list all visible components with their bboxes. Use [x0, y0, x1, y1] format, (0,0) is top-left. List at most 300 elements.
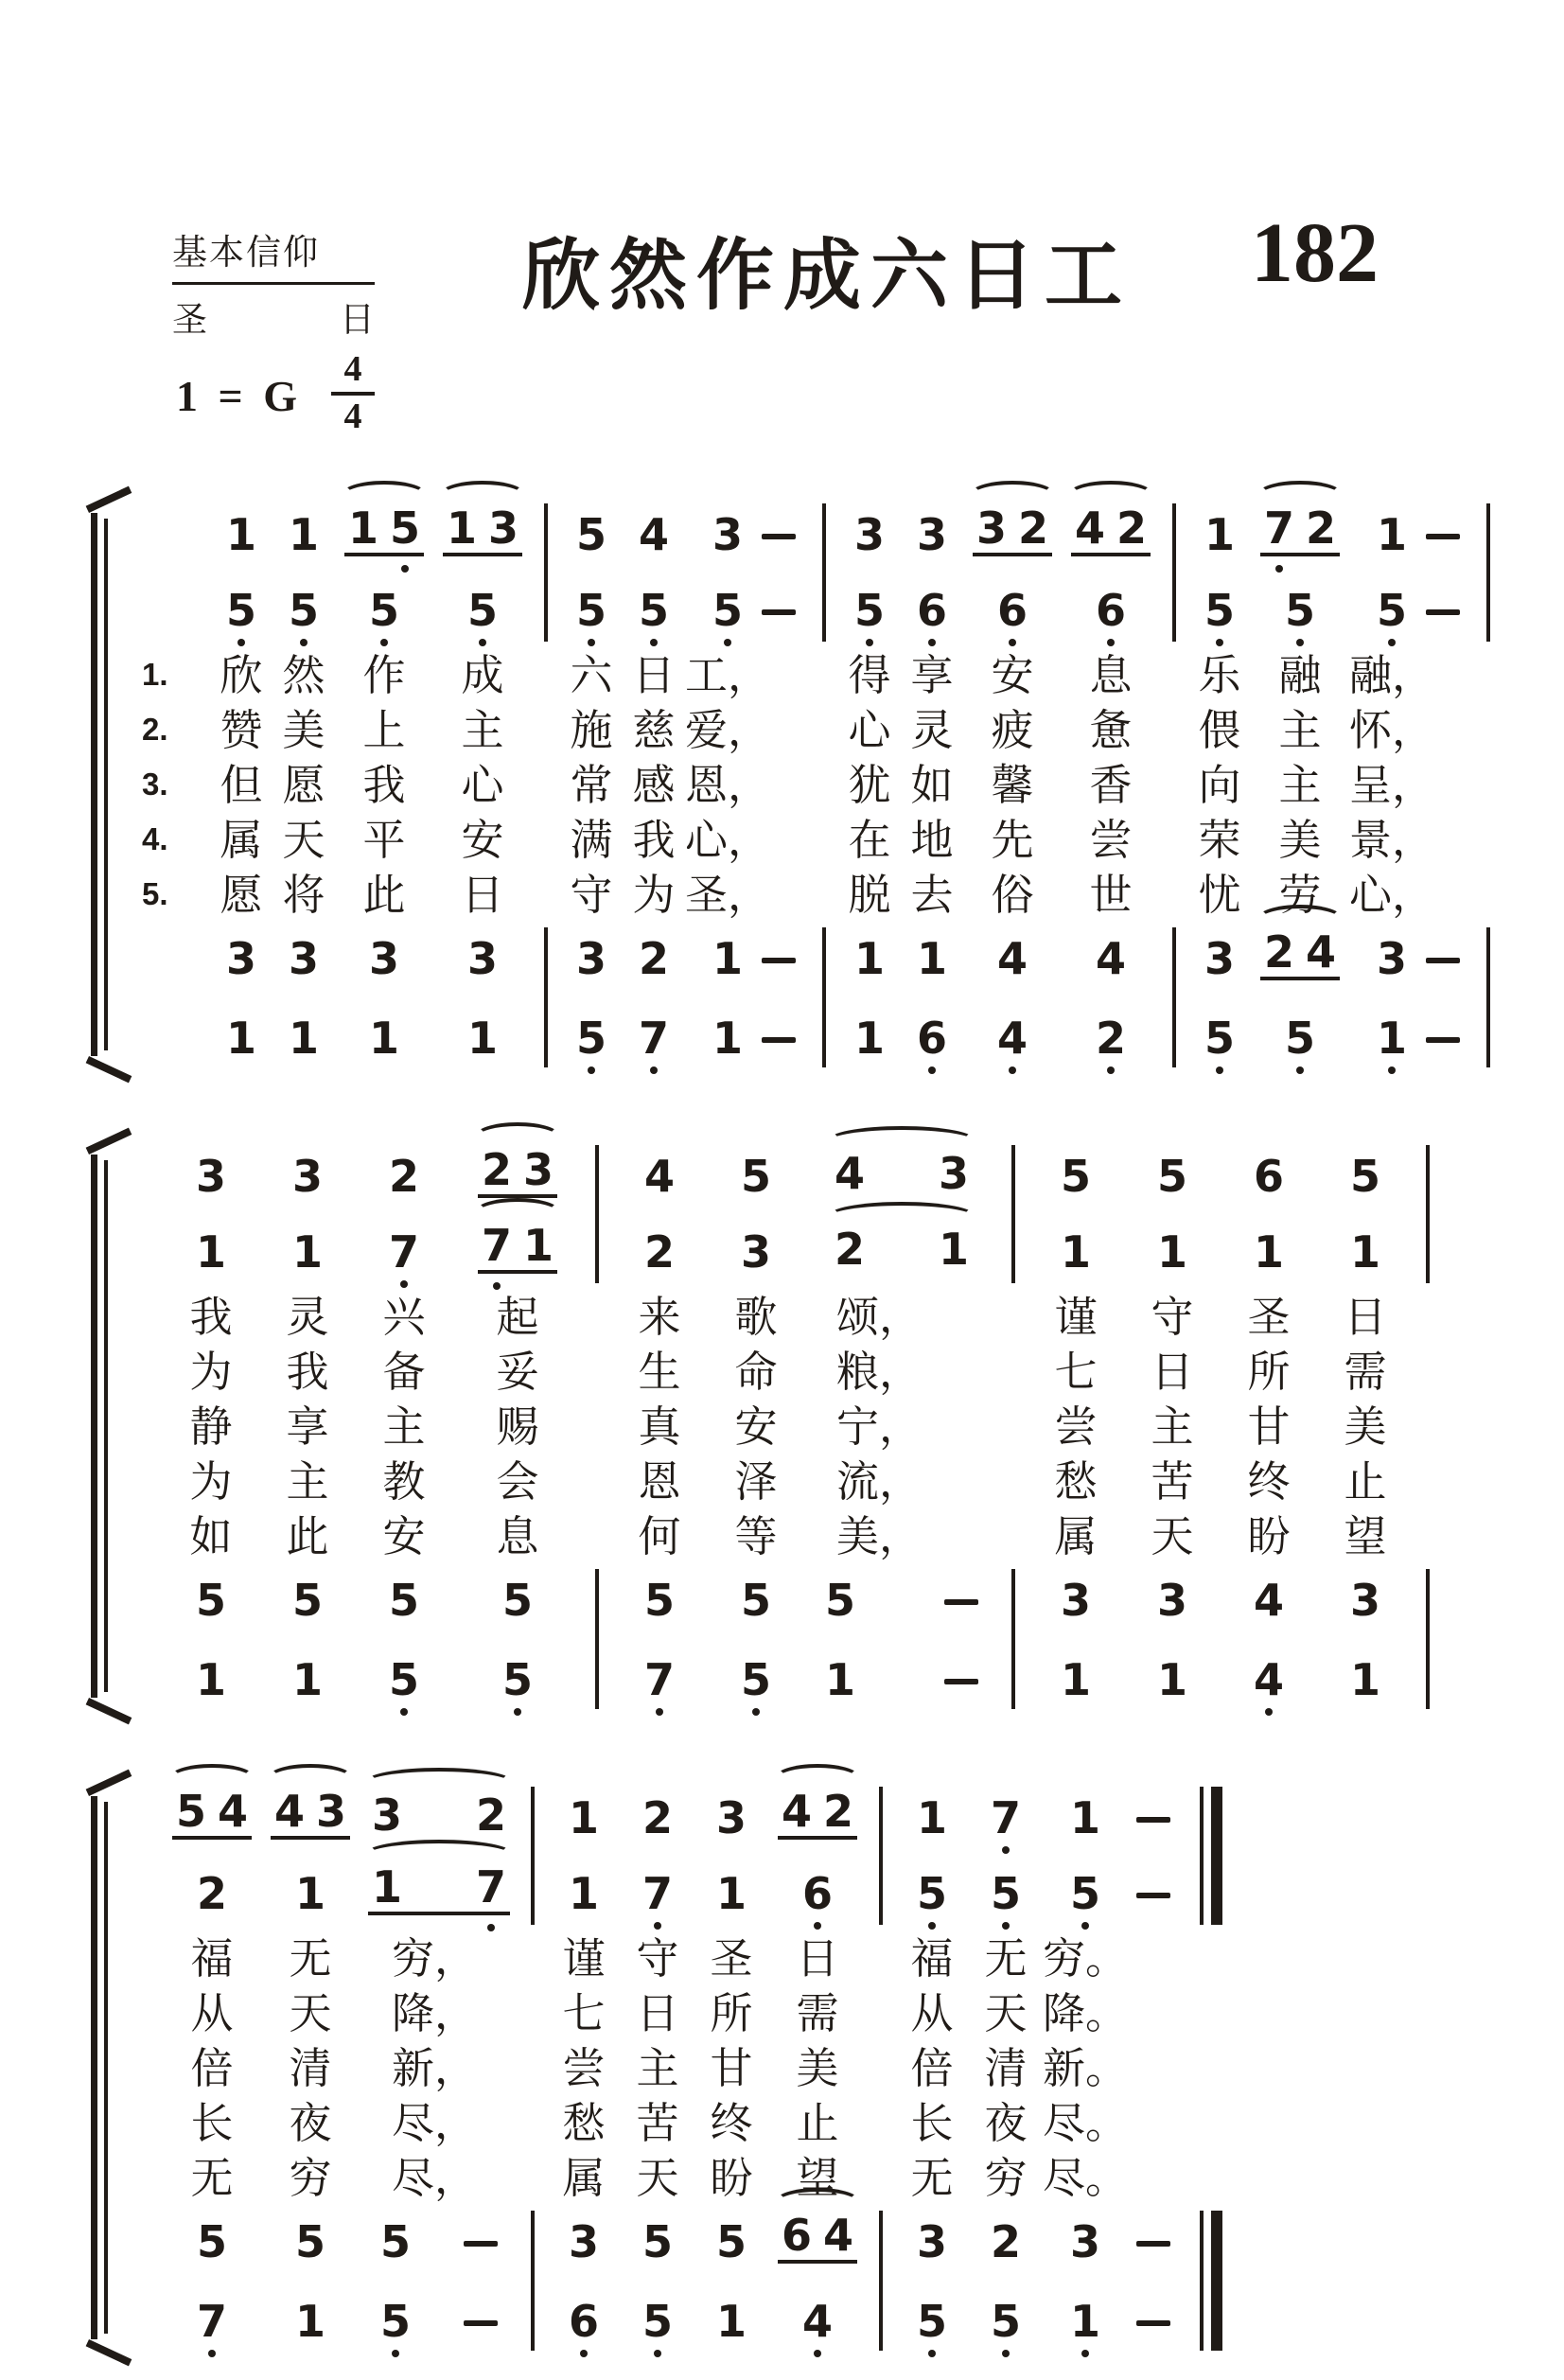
- note: 1: [1377, 1016, 1407, 1060]
- lyric-syllable: 清: [984, 2043, 1028, 2092]
- lyric-syllable: 圣，: [685, 870, 771, 919]
- lyric-syllable: 长: [190, 2098, 234, 2147]
- low-octave-dot: [300, 639, 308, 646]
- lyric-syllable: 妥: [496, 1347, 539, 1396]
- alto-cell: [1116, 1855, 1190, 1930]
- note: 3: [975, 502, 1007, 554]
- lyric-syllable: 天: [984, 1988, 1028, 2037]
- soprano-cell: [210, 490, 272, 572]
- lyric-syllable: 为: [189, 1347, 233, 1396]
- alto-cell: [1124, 1213, 1221, 1289]
- bracket-v1: [91, 513, 97, 1056]
- barline-lower: [1011, 1569, 1015, 1709]
- low-octave-dot: [208, 2350, 216, 2357]
- lyric-syllable: 为: [189, 1456, 233, 1506]
- note: 4: [643, 1151, 675, 1202]
- dash-continuation: [464, 2241, 498, 2248]
- alto-cell: [708, 1213, 804, 1289]
- note: 5: [740, 1575, 771, 1626]
- final-barline-lower: [1200, 2211, 1222, 2351]
- note: 3: [715, 1792, 747, 1843]
- lyric-syllable: 谨: [562, 1933, 606, 1983]
- lyric-syllable: 命: [734, 1347, 778, 1396]
- lyric-syllable: 如: [910, 760, 954, 809]
- lyric-syllable: 成: [461, 650, 504, 699]
- low-octave-dot: [400, 1280, 408, 1288]
- lyric-syllable: 美: [1344, 1402, 1387, 1451]
- lyric-syllable: 尽，: [392, 2153, 478, 2202]
- lyric-syllable: 安: [991, 650, 1034, 699]
- soprano-cell: [261, 1773, 360, 1855]
- lyric-syllable: 安: [382, 1511, 426, 1560]
- lyric-syllable: 呈，: [1349, 760, 1435, 809]
- note: 2: [1096, 1016, 1126, 1060]
- tenor-cell: [163, 2205, 261, 2279]
- tenor-cell: [901, 922, 963, 996]
- note: 4: [1254, 1658, 1284, 1701]
- lyric-syllable: 兴: [382, 1292, 426, 1341]
- note: 7: [1264, 506, 1294, 550]
- beat-column: [895, 1773, 969, 2362]
- bracket-v1: [91, 1796, 97, 2339]
- note: 3: [291, 1151, 323, 1202]
- lyric-syllable: 主: [382, 1402, 426, 1451]
- lyric-syllable: [1412, 812, 1474, 867]
- lyric-syllable: 安: [461, 815, 504, 864]
- beat-column: [1412, 490, 1474, 1079]
- barline-upper: [1426, 1145, 1430, 1283]
- system-2: [83, 1132, 1502, 1720]
- alto-cell: [1188, 572, 1251, 647]
- lyric-syllable: 属: [562, 2153, 606, 2202]
- note: 1: [1070, 1792, 1101, 1843]
- lyric-syllable: 荣: [1198, 815, 1241, 864]
- lyric-syllable: 愿: [282, 760, 325, 809]
- note: 5: [467, 589, 498, 632]
- low-octave-dot: [380, 639, 388, 646]
- lyric-syllable: 主: [1278, 760, 1322, 809]
- slur-group: [478, 1144, 557, 1198]
- slur-group: [1071, 502, 1151, 556]
- lyric-syllable: [747, 647, 810, 702]
- slur-group: [443, 502, 522, 556]
- lyric-syllable: 赐: [496, 1402, 539, 1451]
- lyric-syllable: 无: [289, 1933, 332, 1983]
- note: 4: [834, 1148, 865, 1199]
- lyric-syllable: 尝: [1089, 815, 1133, 864]
- lyric-syllable: 教: [382, 1456, 426, 1506]
- bass-cell: [210, 996, 272, 1079]
- barline-lower: [879, 2211, 883, 2351]
- low-octave-dot: [928, 1067, 936, 1074]
- note: 4: [781, 1786, 812, 1837]
- bass-cell: [621, 2279, 694, 2362]
- slur-group: [831, 1148, 973, 1199]
- note: 1: [347, 502, 378, 554]
- bass-cell: [838, 996, 901, 1079]
- alto-cell: [621, 1855, 694, 1930]
- lyric-syllable: 向: [1198, 760, 1241, 809]
- lyric-syllable: 主: [1278, 705, 1322, 754]
- barline-upper: [595, 1145, 599, 1283]
- tenor-cell: [895, 2205, 969, 2279]
- lyric-syllable: 终: [710, 2098, 753, 2147]
- note: 5: [380, 2300, 411, 2343]
- soprano-cell: [1221, 1132, 1317, 1213]
- lyric-syllable: 此: [286, 1511, 329, 1560]
- note: 5: [1070, 1872, 1100, 1915]
- bass-cell: [963, 996, 1062, 1079]
- barline-upper: [1172, 503, 1176, 642]
- note: 6: [781, 2210, 812, 2261]
- beat-column: [768, 1773, 867, 2362]
- soprano-cell: [1317, 1132, 1414, 1213]
- note: 5: [639, 589, 669, 632]
- note: 1: [1204, 509, 1235, 560]
- note: 1: [568, 1792, 599, 1843]
- system-bracket: [83, 1132, 131, 1720]
- lyric-syllable: 愿: [220, 870, 263, 919]
- tenor-cell: [259, 1563, 356, 1637]
- soprano-cell: [1043, 1773, 1128, 1855]
- beat-column: [1188, 490, 1251, 1079]
- lyric-syllable: 如: [189, 1511, 233, 1560]
- lyric-syllable: 清: [289, 2043, 332, 2092]
- note: 5: [380, 2216, 412, 2267]
- slur-group: [368, 1789, 510, 1841]
- note: 5: [196, 2216, 227, 2267]
- lyric-syllable: 俗: [991, 870, 1034, 919]
- beat-column: [623, 490, 685, 1079]
- alto-cell: [272, 572, 335, 647]
- tenor-cell: [452, 1563, 583, 1637]
- slur-group: [831, 1224, 973, 1275]
- soprano-cell: [694, 1773, 768, 1855]
- tenor-cell: [560, 922, 623, 996]
- tenor-cell: [969, 2205, 1043, 2279]
- lyric-syllable: 爱，: [685, 705, 771, 754]
- final-barline-upper: [1200, 1787, 1222, 1925]
- low-octave-dot: [1002, 1846, 1010, 1854]
- lyric-syllable: 七: [562, 1988, 606, 2037]
- lyric-syllable: 歌: [734, 1292, 778, 1341]
- lyric-syllable: 去: [910, 870, 954, 919]
- two-beat-group: [804, 1575, 999, 1626]
- lyric-syllable: 偎: [1198, 705, 1241, 754]
- lyric-syllable: 美: [796, 2043, 839, 2092]
- tenor-cell: [272, 922, 335, 996]
- alto-cell: [768, 1855, 867, 1930]
- slur-group: [172, 1786, 252, 1840]
- soprano-cell: [163, 1132, 259, 1213]
- lyric-syllable: 忧: [1198, 870, 1241, 919]
- beat-column: [356, 1132, 452, 1720]
- bass-cell: [272, 996, 335, 1079]
- bracket-d2: [86, 1056, 132, 1083]
- lyric-syllable: 降。: [1043, 1988, 1129, 2037]
- lyric-syllable: 欣: [220, 650, 263, 699]
- low-octave-dot: [928, 639, 936, 646]
- lyric-syllable: 愁: [1054, 1456, 1098, 1506]
- tenor-cell: [804, 1563, 999, 1637]
- note: 1: [1070, 2300, 1100, 2343]
- lyric-syllable: 心: [848, 705, 891, 754]
- lyric-syllable: 无: [984, 1933, 1028, 1983]
- lyric-syllable: 我: [189, 1292, 233, 1341]
- low-octave-dot: [400, 1708, 408, 1716]
- barline-upper: [1011, 1145, 1015, 1283]
- lyric-syllable: 备: [382, 1347, 426, 1396]
- soprano-cell: [838, 490, 901, 572]
- note: 5: [991, 2300, 1021, 2343]
- dash-continuation: [762, 958, 796, 964]
- soprano-cell: [747, 490, 810, 572]
- bass-cell: [1116, 2279, 1190, 2362]
- lyric-syllable: 守: [570, 870, 613, 919]
- lyric-syllable: 新。: [1043, 2043, 1129, 2092]
- note: 3: [939, 1148, 970, 1199]
- low-octave-dot: [392, 2350, 399, 2357]
- beat-column: [1043, 1773, 1129, 2362]
- lyric-syllable: 天: [636, 2153, 679, 2202]
- lyric-syllable: 主: [636, 2043, 679, 2092]
- tenor-cell: [1043, 2205, 1128, 2279]
- barline: [583, 1132, 611, 1720]
- lyric-syllable: 终: [1247, 1456, 1291, 1506]
- lyric-syllable: 生: [638, 1347, 681, 1396]
- lyric-syllable: [747, 867, 810, 922]
- hymn-number: 182: [1251, 206, 1379, 300]
- lyric-syllable: 我: [632, 815, 676, 864]
- alto-cell: [1221, 1213, 1317, 1289]
- beat-column: [685, 490, 771, 1079]
- note: 5: [388, 1575, 419, 1626]
- system-bracket: [83, 1773, 131, 2362]
- lyric-syllable: 工，: [685, 650, 771, 699]
- category-line2-right: 日: [340, 300, 375, 339]
- lyric-syllable: 怀，: [1349, 705, 1435, 754]
- lyric-syllable: [747, 812, 810, 867]
- bass-cell: [163, 1637, 259, 1720]
- lyric-syllable: 日: [461, 870, 504, 919]
- lyric-syllable: 美: [282, 705, 325, 754]
- lyric-syllable: 香: [1089, 760, 1133, 809]
- barline-lower: [822, 927, 826, 1067]
- alto-cell: [547, 1855, 621, 1930]
- system-columns: [131, 490, 1502, 1079]
- lyric-syllable: 日: [796, 1933, 839, 1983]
- lyric-syllable: 七: [1054, 1347, 1098, 1396]
- note: 2: [638, 933, 669, 984]
- beat-column: [1221, 1132, 1317, 1720]
- alto-cell: [895, 1855, 969, 1930]
- alto-cell: [335, 572, 433, 647]
- lyric-syllable: 止: [796, 2098, 839, 2147]
- note: 5: [917, 2300, 947, 2343]
- low-octave-dot: [928, 1922, 936, 1930]
- lyric-syllable: 美: [1278, 815, 1322, 864]
- lyric-syllable: [1116, 2040, 1190, 2095]
- barline-upper: [544, 503, 548, 642]
- low-octave-dot: [654, 1922, 661, 1930]
- beat-column: [259, 1132, 356, 1720]
- beat-column: [611, 1132, 708, 1720]
- lyric-syllable: 穷，: [392, 1933, 478, 1983]
- barline-lower: [544, 927, 548, 1067]
- system-bracket: [83, 490, 131, 1079]
- note: 5: [226, 589, 256, 632]
- note: 4: [638, 509, 669, 560]
- beat-column: [901, 490, 963, 1079]
- note: 4: [1253, 1575, 1284, 1626]
- note: 3: [466, 933, 498, 984]
- lyric-syllable: 慈: [632, 705, 676, 754]
- tenor-cell: [621, 2205, 694, 2279]
- note: 5: [1377, 589, 1407, 632]
- lyric-syllable: [1412, 867, 1474, 922]
- lyric-syllable: 上: [362, 705, 406, 754]
- note: 1: [294, 1868, 325, 1919]
- note: 3: [371, 1789, 402, 1841]
- lyric-syllable: 泽: [734, 1456, 778, 1506]
- low-octave-dot: [724, 639, 731, 646]
- lyric-syllable: [1116, 1985, 1190, 2040]
- bracket-v2: [104, 1802, 108, 2334]
- barline: [1474, 490, 1502, 1079]
- note: 5: [175, 1786, 206, 1837]
- note: 5: [642, 2300, 673, 2343]
- alto-cell: [1317, 1213, 1414, 1289]
- lyric-syllable: 将: [282, 870, 325, 919]
- tenor-cell: [623, 922, 685, 996]
- low-octave-dot: [1081, 1922, 1089, 1930]
- soprano-cell: [1028, 1132, 1124, 1213]
- low-octave-dot: [752, 1708, 760, 1716]
- soprano-cell: [560, 490, 623, 572]
- time-signature-denominator: 4: [343, 396, 362, 436]
- note: 1: [1156, 1654, 1187, 1705]
- dash-continuation: [1426, 958, 1460, 964]
- note: 1: [368, 1013, 399, 1064]
- lyric-syllable: 无: [910, 2153, 954, 2202]
- note: 6: [997, 589, 1028, 632]
- bass-cell: [261, 2279, 360, 2362]
- verse-number: 1.: [142, 657, 168, 692]
- tenor-cell: [708, 1563, 804, 1637]
- lyric-syllable: 尽。: [1043, 2098, 1129, 2147]
- lyric-syllable: 安: [734, 1402, 778, 1451]
- system-1: [83, 490, 1502, 1079]
- note: 1: [371, 1861, 402, 1913]
- verse-number: 3.: [142, 767, 168, 802]
- lyric-syllable: 守: [636, 1933, 679, 1983]
- lyric-syllable: 来: [638, 1292, 681, 1341]
- note: 5: [991, 1872, 1021, 1915]
- bracket-d1: [86, 1770, 132, 1796]
- lyric-syllable: 所: [710, 1988, 753, 2037]
- slur-group: [344, 502, 424, 556]
- lyric-syllable: [1412, 702, 1474, 757]
- low-octave-dot: [580, 2350, 588, 2357]
- bass-cell: [335, 996, 433, 1079]
- tenor-cell: [1188, 922, 1251, 996]
- low-octave-dot: [1107, 1067, 1115, 1074]
- note: 1: [1377, 509, 1408, 560]
- dash-continuation: [762, 534, 796, 540]
- note: 4: [273, 1786, 305, 1837]
- note: 6: [917, 589, 947, 632]
- lyric-syllable: 灵: [910, 705, 954, 754]
- note: 1: [1349, 1226, 1380, 1278]
- soprano-cell: [1188, 490, 1251, 572]
- lyric-syllable: 息: [1089, 650, 1133, 699]
- soprano-cell: [1412, 490, 1474, 572]
- low-octave-dot: [1002, 1922, 1010, 1930]
- key-signature: 1 = G: [176, 372, 302, 420]
- note: 2: [476, 1789, 507, 1841]
- note: 2: [1018, 502, 1049, 554]
- beat-column: [452, 1132, 583, 1720]
- tenor-cell: [163, 1563, 259, 1637]
- low-octave-dot: [1388, 639, 1396, 646]
- soprano-cell: [969, 1773, 1043, 1855]
- lyric-syllable: 等: [734, 1511, 778, 1560]
- barline-lower: [1426, 1569, 1430, 1709]
- note: 1: [1156, 1226, 1187, 1278]
- note: 3: [916, 509, 947, 560]
- soprano-cell: [259, 1132, 356, 1213]
- barline: [999, 1132, 1028, 1720]
- low-octave-dot: [1275, 565, 1283, 573]
- note: 1: [225, 1013, 256, 1064]
- slur-group: [1260, 926, 1340, 980]
- category-line1: 基本信仰: [172, 223, 375, 285]
- note: 2: [388, 1151, 419, 1202]
- lyric-syllable: 圣: [1247, 1292, 1291, 1341]
- bass-cell: [452, 1637, 583, 1720]
- note: 6: [569, 2300, 599, 2343]
- lyric-syllable: 粮，: [836, 1347, 923, 1396]
- lyric-syllable: 长: [910, 2098, 954, 2147]
- barline: [532, 490, 560, 1079]
- tenor-cell: [1062, 922, 1160, 996]
- low-octave-dot: [814, 2350, 821, 2357]
- lyric-syllable: 此: [362, 870, 406, 919]
- barline: [518, 1773, 547, 2362]
- bass-cell: [1412, 996, 1474, 1079]
- page-title: 欣然作成六日工: [522, 233, 1133, 319]
- soprano-cell: [163, 1773, 261, 1855]
- note: 1: [853, 933, 885, 984]
- bass-cell: [163, 2279, 261, 2362]
- low-octave-dot: [656, 1708, 663, 1716]
- note: 5: [641, 2216, 673, 2267]
- note: 3: [316, 1786, 347, 1837]
- low-octave-dot: [1216, 1067, 1223, 1074]
- note: 7: [389, 1230, 419, 1274]
- note: 5: [289, 589, 319, 632]
- alto-cell: [747, 572, 810, 647]
- bass-cell: [969, 2279, 1043, 2362]
- barline: [867, 1773, 895, 2362]
- dash-continuation: [1136, 1817, 1170, 1824]
- lyric-syllable: 施: [570, 705, 613, 754]
- note: 3: [1204, 933, 1235, 984]
- beat-column: [547, 1773, 621, 2362]
- lyric-syllable: 日: [636, 1988, 679, 2037]
- note: 5: [1204, 589, 1235, 632]
- tenor-cell: [611, 1563, 708, 1637]
